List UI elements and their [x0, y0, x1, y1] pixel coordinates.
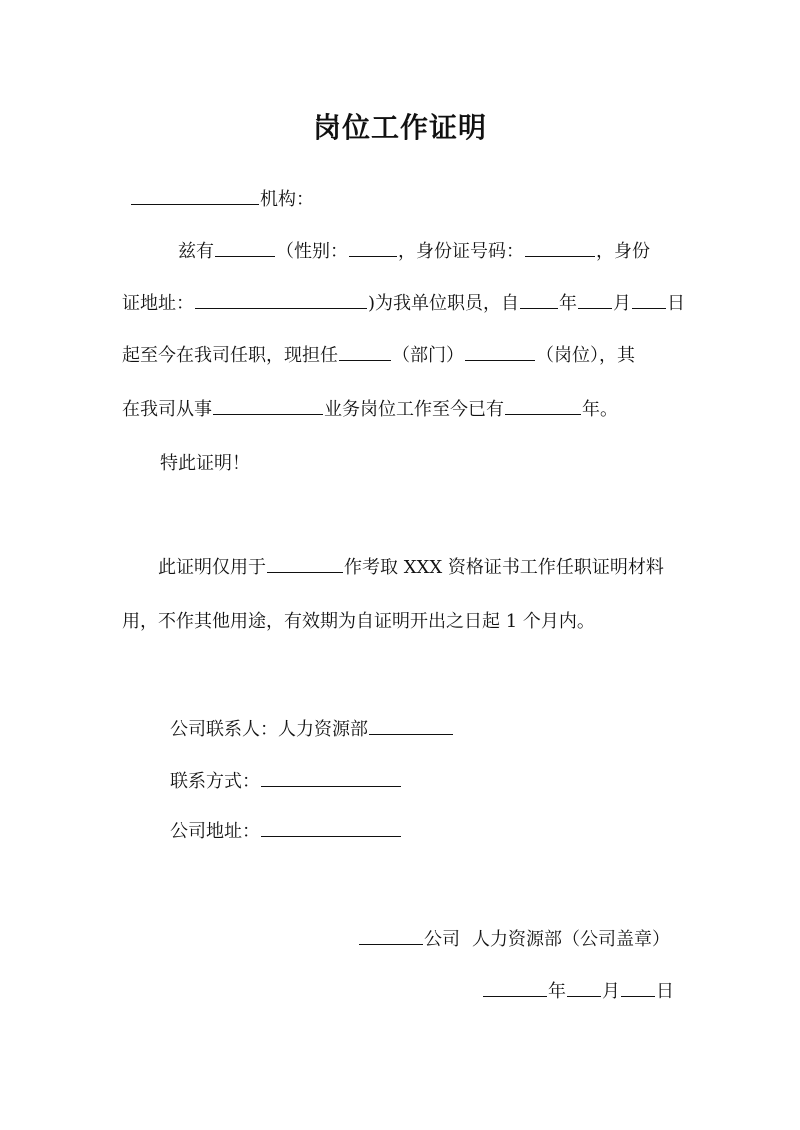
para1-line4	[122, 398, 618, 422]
company-address-label: 公司地址：	[170, 821, 260, 842]
position-label: （岗位），其	[536, 345, 635, 366]
company-name-blank	[359, 930, 423, 945]
org-line	[130, 188, 314, 212]
para1-prefix: 兹有	[178, 241, 214, 262]
signature-year-blank	[483, 982, 547, 997]
position-blank	[465, 346, 535, 361]
signature-day-label: 日	[656, 981, 674, 1002]
years-blank	[505, 400, 581, 415]
signature-month-blank	[567, 982, 601, 997]
company-address-blank	[261, 822, 401, 837]
years-label: 年。	[582, 399, 618, 420]
start-day-blank	[632, 294, 666, 309]
department-blank	[339, 346, 391, 361]
hr-seal-text: 人力资源部（公司盖章）	[472, 929, 670, 950]
contact-method-line	[170, 770, 402, 794]
signature-year-label: 年	[548, 981, 566, 1002]
para2-line2: 用，不作其他用途，有效期为自证明开出之日起 1 个月内。	[122, 611, 595, 632]
engaged-text: 在我司从事	[122, 399, 212, 420]
address-blank	[195, 294, 367, 309]
signature-date-line	[482, 980, 674, 1004]
page-title: 岗位工作证明	[312, 111, 487, 144]
company-address-line	[170, 820, 402, 844]
contact-person-label: 公司联系人：人力资源部	[170, 719, 368, 740]
para1-line1	[178, 240, 650, 264]
id-address-start: ，身份	[596, 241, 650, 262]
name-blank	[215, 242, 275, 257]
gender-label: （性别：	[276, 241, 348, 262]
id-number-label: ，身份证号码：	[398, 241, 524, 262]
signature-day-blank	[621, 982, 655, 997]
address-label: 证地址：	[122, 293, 194, 314]
para1-line3	[122, 344, 635, 368]
company-label: 公司	[424, 929, 460, 950]
contact-person-line	[170, 718, 454, 742]
contact-person-blank	[369, 720, 453, 735]
start-year-label: 年	[559, 293, 578, 314]
contact-method-blank	[261, 772, 401, 787]
gender-blank	[349, 242, 397, 257]
purpose-text: 作考取 XXX 资格证书工作任职证明材料	[344, 557, 664, 578]
start-day-label: 日	[667, 293, 686, 314]
signature-month-label: 月	[602, 981, 620, 1002]
signature-line	[358, 928, 670, 952]
start-month-label: 月	[613, 293, 632, 314]
start-year-blank	[520, 294, 558, 309]
department-label: （部门）	[392, 345, 464, 366]
id-number-blank	[525, 242, 595, 257]
org-suffix: 机构：	[260, 189, 314, 210]
para2-line1	[158, 556, 664, 580]
from-now-text: 起至今在我司任职，现担任	[122, 345, 338, 366]
para1-line2	[122, 292, 685, 316]
start-month-blank	[578, 294, 612, 309]
hereby-text: 特此证明！	[160, 453, 250, 474]
business-text: 业务岗位工作至今已有	[324, 399, 504, 420]
contact-method-label: 联系方式：	[170, 771, 260, 792]
purpose-prefix: 此证明仅用于	[158, 557, 266, 578]
employee-text: )为我单位职员，自	[368, 293, 520, 314]
org-name-blank	[131, 190, 259, 205]
purpose-blank	[267, 558, 343, 573]
business-blank	[213, 400, 323, 415]
